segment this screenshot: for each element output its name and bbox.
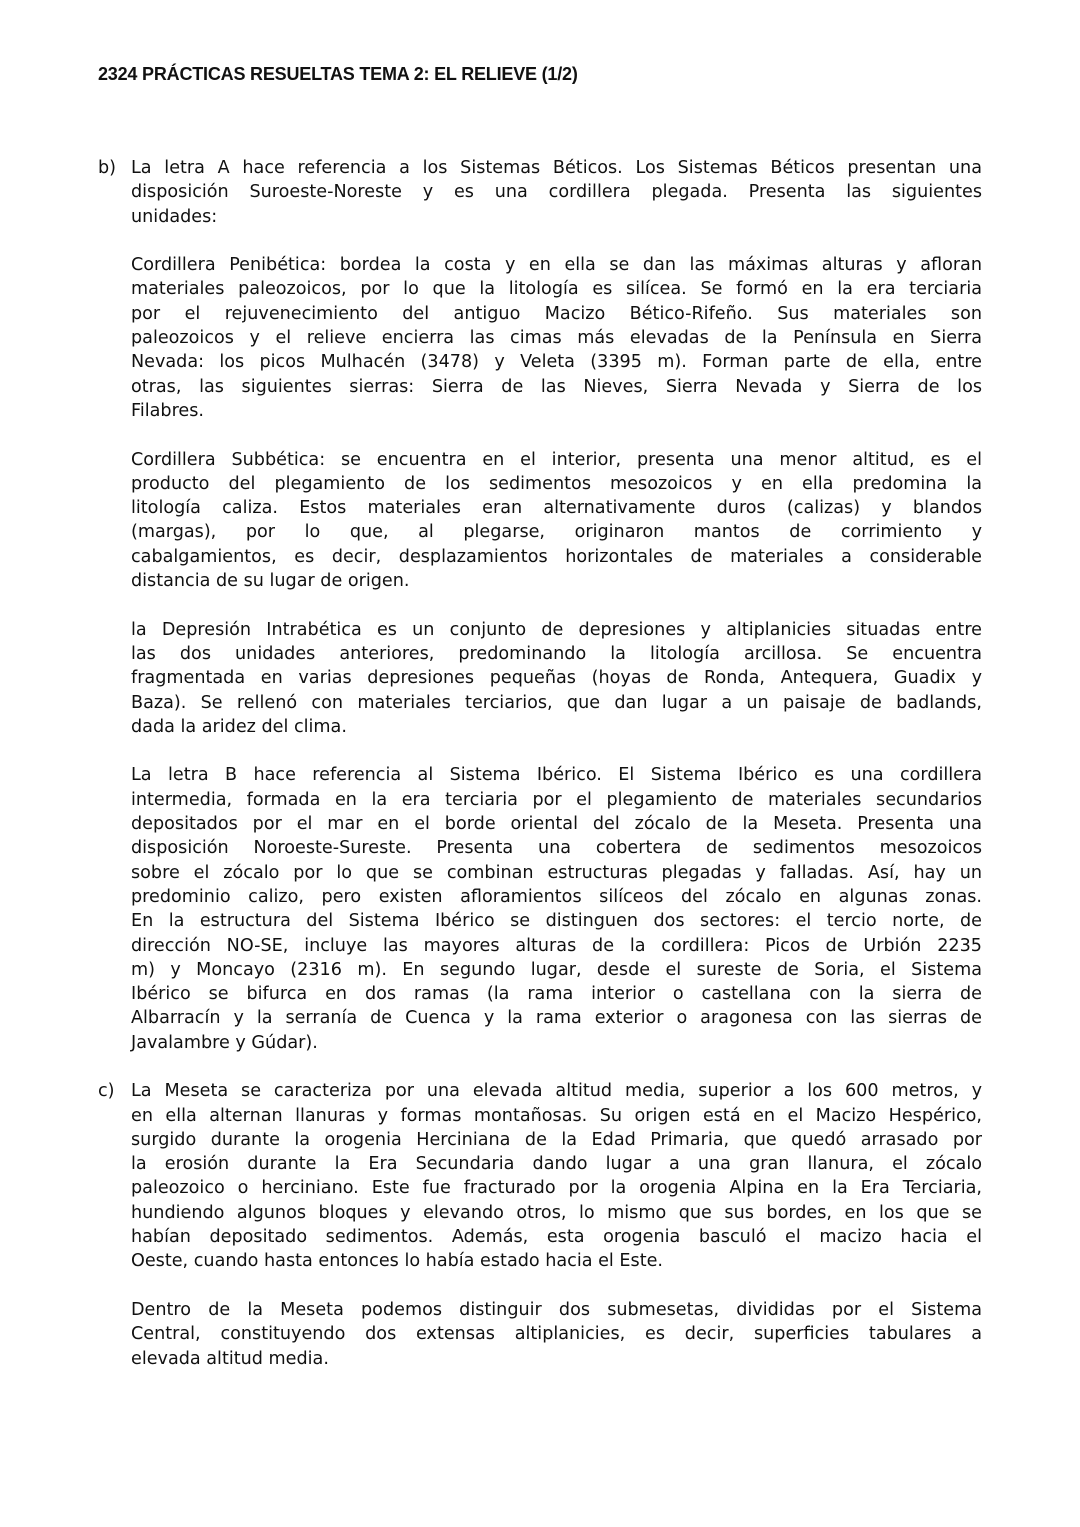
text-line: producto del plegamiento de los sedimentos mesozoicos y en ella predomina la (131, 473, 982, 494)
text-line: cabalgamientos, es decir, desplazamientos horizontales de materiales a considerable (131, 546, 982, 567)
text-line: dirección NO-SE, incluye las mayores alturas de la cordillera: Picos de Urbión 2235 (131, 935, 982, 956)
text-line: La letra B hace referencia al Sistema Ibérico. El Sistema Ibérico es una cordillera (131, 765, 982, 786)
text-line: (margas), por lo que, al plegarse, originaron mantos de corrimiento y (131, 522, 982, 543)
text-line: Oeste, cuando hasta entonces lo había estado hacia el Este. (131, 1251, 664, 1272)
paragraph (98, 618, 982, 739)
paragraph (98, 1298, 982, 1371)
text-line: predominio calizo, pero existen afloramientos silíceos del zócalo en algunas zonas. (131, 886, 982, 907)
text-line: depositados por el mar en el borde oriental del zócalo de la Meseta. Presenta una (131, 814, 982, 835)
text-line: Ibérico se bifurca en dos ramas (la rama interior o castellana con la sierra de (131, 984, 982, 1005)
text-line: materiales paleozoicos, por lo que la litología es silícea. Se formó en la era terciaria (131, 279, 982, 300)
paragraph (98, 156, 982, 229)
text-line: En la estructura del Sistema Ibérico se distinguen dos sectores: el tercio norte, de (131, 911, 982, 932)
text-line: Filabres. (131, 400, 204, 421)
text-line: Dentro de la Meseta podemos distinguir dos submesetas, divididas por el Sistema (131, 1299, 982, 1320)
text-line: fragmentada en varias depresiones pequeñas (hoyas de Ronda, Antequera, Guadix y (131, 668, 982, 689)
text-line: Baza). Se rellenó con materiales terciarios, que dan lugar a un paisaje de badlands, (131, 692, 982, 713)
text-line: la Depresión Intrabética es un conjunto de depresiones y altiplanicies situadas entre (131, 619, 982, 640)
text-line: litología caliza. Estos materiales eran alternativamente duros (calizas) y blandos (131, 498, 982, 519)
text-line: la erosión durante la Era Secundaria dando lugar a una gran llanura, el zócalo (131, 1154, 982, 1175)
text-line: Albarracín y la serranía de Cuenca y la rama exterior o aragonesa con las sierras de (131, 1008, 982, 1029)
text-line: surgido durante la orogenia Herciniana de la Edad Primaria, que quedó arrasado por (131, 1129, 982, 1150)
text-line: disposición Suroeste-Noreste y es una cordillera plegada. Presenta las siguientes (131, 182, 982, 203)
text-line: intermedia, formada en la era terciaria por el plegamiento de materiales secundarios (131, 789, 982, 810)
list-marker: b) (98, 158, 117, 178)
text-line: elevada altitud media. (131, 1348, 329, 1369)
text-line: dada la aridez del clima. (131, 716, 347, 737)
text-line: paleozoicos y el relieve encierra las cimas más elevadas de la Península en Sierra (131, 328, 982, 349)
text-line: La letra A hace referencia a los Sistemas Béticos. Los Sistemas Béticos presentan una (131, 158, 982, 178)
text-line: hundiendo algunos bloques y elevando otros, lo mismo que sus bordes, en los que se (131, 1202, 982, 1223)
text-line: en ella alternan llanuras y formas montañosas. Su origen está en el Macizo Hespérico, (131, 1105, 982, 1126)
text-line: sobre el zócalo por lo que se combinan estructuras plegadas y falladas. Así, hay un (131, 862, 982, 883)
document-body (98, 156, 982, 1395)
text-line: por el rejuvenecimiento del antiguo Macizo Bético-Rifeño. Sus materiales son (131, 303, 982, 324)
text-line: unidades: (131, 206, 218, 227)
text-line: distancia de su lugar de origen. (131, 571, 410, 592)
text-line: Javalambre y Gúdar). (131, 1032, 318, 1053)
paragraph (98, 253, 982, 423)
text-line: habían depositado sedimentos. Además, esta orogenia basculó el macizo hacia el (131, 1227, 982, 1248)
page-title: 2324 PRÁCTICAS RESUELTAS TEMA 2: EL RELIEVE (1/2) (98, 64, 578, 84)
text-line: Central, constituyendo dos extensas altiplanicies, es decir, superficies tabulares a (131, 1324, 982, 1345)
text-line: paleozoico o herciniano. Este fue fracturado por la orogenia Alpina en la Era Terciaria, (131, 1178, 982, 1199)
text-line: m) y Moncayo (2316 m). En segundo lugar, desde el sureste de Soria, el Sistema (131, 959, 982, 980)
text-line: Nevada: los picos Mulhacén (3478) y Veleta (3395 m). Forman parte de ella, entre (131, 352, 982, 373)
paragraph (98, 1079, 982, 1273)
text-line: otras, las siguientes sierras: Sierra de las Nieves, Sierra Nevada y Sierra de los (131, 376, 982, 397)
paragraph (98, 763, 982, 1055)
list-marker: c) (98, 1081, 115, 1102)
text-line: Cordillera Subbética: se encuentra en el interior, presenta una menor altitud, es el (131, 449, 982, 470)
text-line: La Meseta se caracteriza por una elevada altitud media, superior a los 600 metros, y (131, 1081, 982, 1102)
text-line: Cordillera Penibética: bordea la costa y en ella se dan las máximas alturas y afloran (131, 255, 982, 276)
paragraph (98, 448, 982, 594)
text-line: las dos unidades anteriores, predominando la litología arcillosa. Se encuentra (131, 643, 982, 664)
text-line: disposición Noroeste-Sureste. Presenta una cobertera de sedimentos mesozoicos (131, 838, 982, 859)
